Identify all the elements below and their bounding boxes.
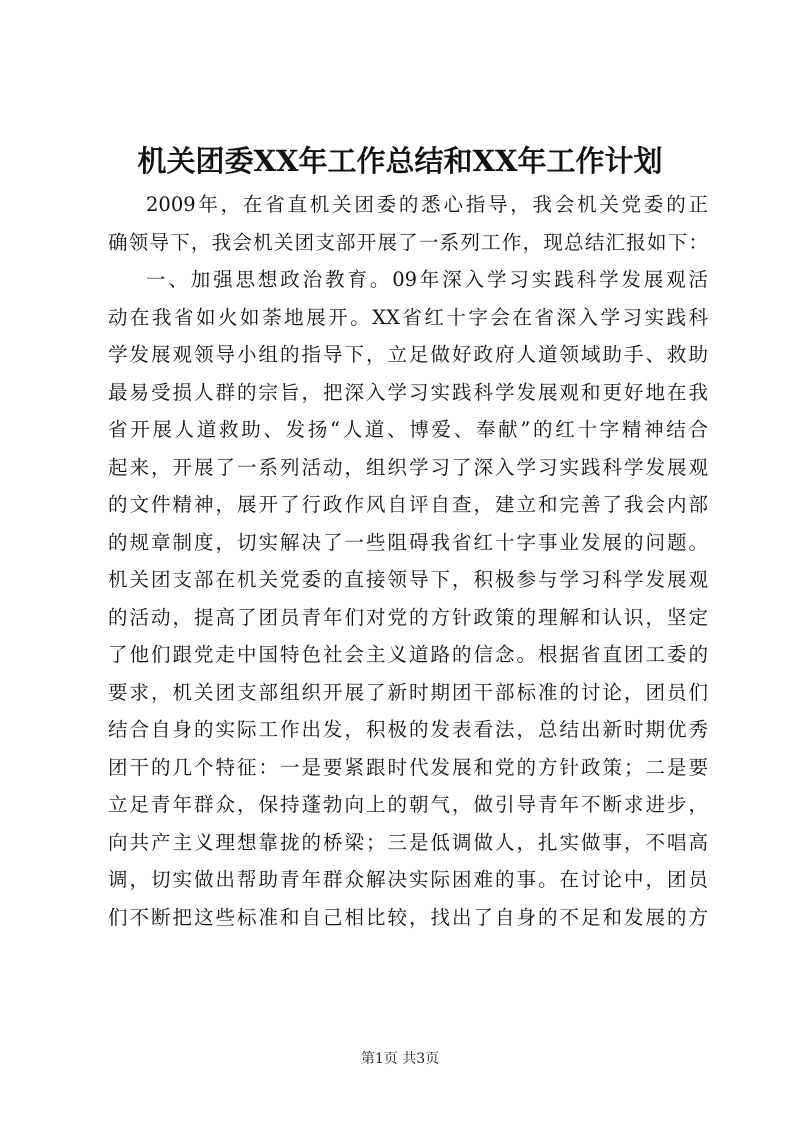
document-body [108, 186, 708, 936]
body-line: 起来，开展了一系列活动，组织学习了深入学习实践科学发展观 [108, 455, 708, 479]
body-line: 调，切实做出帮助青年群众解决实际困难的事。在讨论中，团员 [108, 868, 708, 891]
body-line: 的活动，提高了团员青年们对党的方针政策的理解和认识，坚定 [108, 605, 708, 629]
page-number-footer: 第1页 共3页 [360, 1051, 440, 1067]
body-line: 动在我省如火如荼地展开。XX省红十字会在省深入学习实践科 [108, 305, 708, 329]
body-line: 团干的几个特征：一是要紧跟时代发展和党的方针政策；二是要 [108, 755, 708, 779]
body-line: 的规章制度，切实解决了一些阻碍我省红十字事业发展的问题。 [108, 530, 708, 554]
body-line: 向共产主义理想靠拢的桥梁；三是低调做人，扎实做事，不唱高 [108, 830, 708, 854]
document-title: 机关团委XX年工作总结和XX年工作计划 [137, 144, 663, 178]
body-line: 确领导下，我会机关团支部开展了一系列工作，现总结汇报如下： [108, 230, 708, 254]
body-line: 一、加强思想政治教育。09年深入学习实践科学发展观活 [146, 268, 708, 291]
body-line: 的文件精神，展开了行政作风自评自查，建立和完善了我会内部 [108, 493, 708, 516]
body-line: 省开展人道救助、发扬“人道、博爱、奉献”的红十字精神结合 [108, 418, 708, 441]
body-line: 要求，机关团支部组织开展了新时期团干部标准的讨论，团员们 [108, 680, 708, 704]
body-line: 立足青年群众，保持蓬勃向上的朝气，做引导青年不断求进步， [108, 793, 708, 816]
body-line: 机关团支部在机关党委的直接领导下，积极参与学习科学发展观 [108, 568, 708, 591]
body-line: 2009年，在省直机关团委的悉心指导，我会机关党委的正 [146, 193, 708, 216]
body-line: 学发展观领导小组的指导下，立足做好政府人道领域助手、救助 [108, 343, 708, 366]
body-line: 最易受损人群的宗旨，把深入学习实践科学发展观和更好地在我 [108, 380, 708, 404]
body-line: 结合自身的实际工作出发，积极的发表看法，总结出新时期优秀 [108, 718, 708, 741]
body-line: 了他们跟党走中国特色社会主义道路的信念。根据省直团工委的 [108, 643, 708, 666]
body-line: 们不断把这些标准和自己相比较，找出了自身的不足和发展的方 [108, 905, 708, 929]
